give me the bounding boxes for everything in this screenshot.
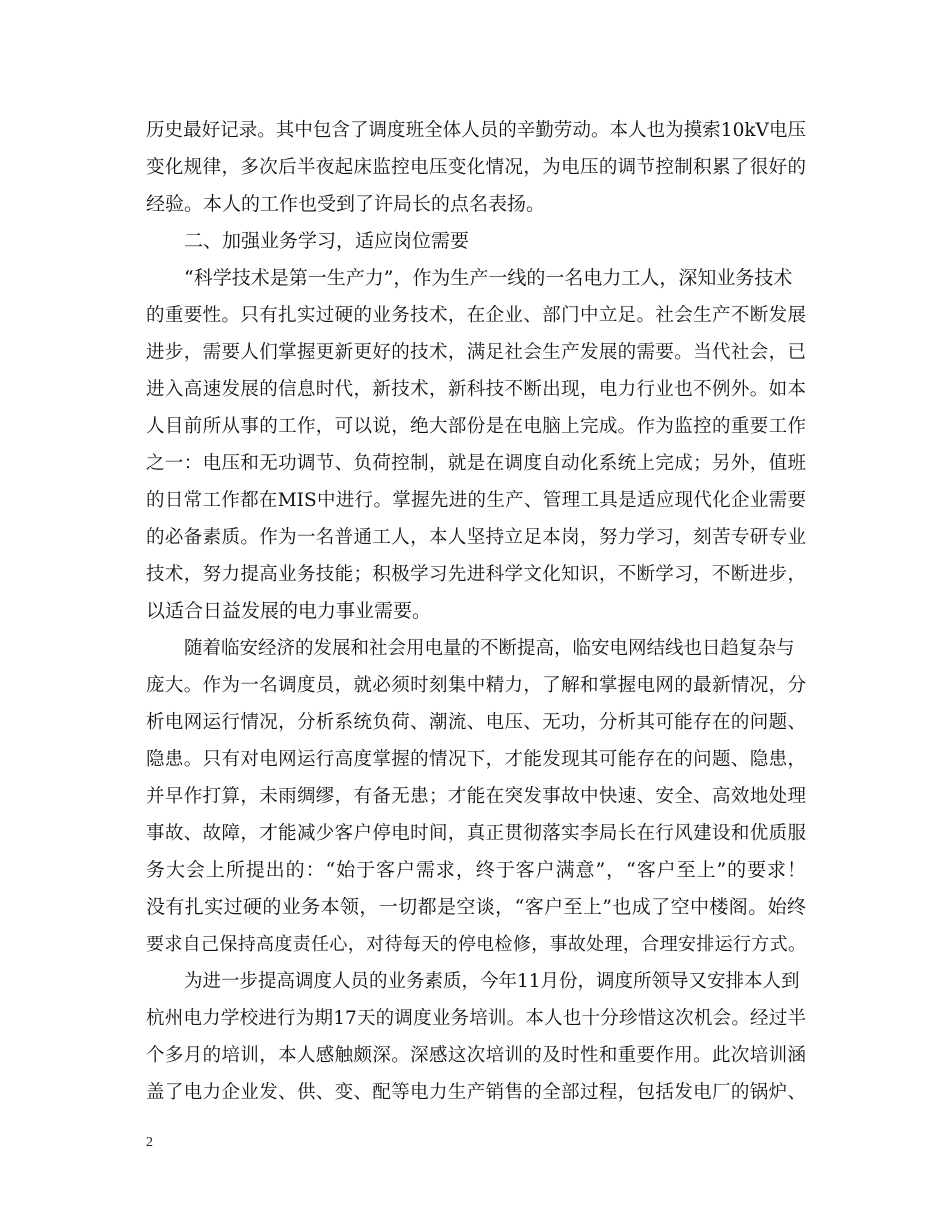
text-line: 历史最好记录。其中包含了调度班全体人员的辛勤劳动。本人也为摸索10kV电压 — [146, 120, 806, 141]
text-line: 庞大。作为一名调度员，就必须时刻集中精力，了解和掌握电网的最新情况，分 — [146, 675, 806, 696]
body-text — [146, 112, 806, 1111]
text-line: 经验。本人的工作也受到了许局长的点名表扬。 — [146, 193, 546, 215]
text-line: 没有扎实过硬的业务本领，一切都是空谈，“客户至上”也成了空中楼阁。始终 — [146, 896, 806, 918]
text-line: 进入高速发展的信息时代，新技术，新科技不断出现，电力行业也不例外。如本 — [146, 379, 806, 400]
text-line: 之一：电压和无功调节、负荷控制，就是在调度自动化系统上完成；另外，值班 — [146, 453, 806, 474]
section-heading: 二、加强业务学习，适应岗位需要 — [184, 230, 470, 252]
text-line: 的日常工作都在MIS中进行。掌握先进的生产、管理工具是适应现代化企业需要 — [146, 490, 806, 511]
text-line: “科学技术是第一生产力”，作为生产一线的一名电力工人，深知业务技术 — [184, 267, 793, 289]
text-line: 并早作打算，未雨绸缪，有备无患；才能在突发事故中快速、安全、高效地处理 — [146, 786, 806, 807]
text-line: 杭州电力学校进行为期17天的调度业务培训。本人也十分珍惜这次机会。经过半 — [146, 1008, 806, 1029]
text-line: 盖了电力企业发、供、变、配等电力生产销售的全部过程，包括发电厂的锅炉、 — [146, 1082, 806, 1103]
text-line: 析电网运行情况，分析系统负荷、潮流、电压、无功，分析其可能存在的问题、 — [146, 712, 806, 733]
text-line: 的必备素质。作为一名普通工人，本人坚持立足本岗，努力学习，刻苦专研专业 — [146, 527, 806, 548]
text-line: 人目前所从事的工作，可以说，绝大部份是在电脑上完成。作为监控的重要工作 — [146, 416, 806, 437]
text-line: 进步，需要人们掌握更新更好的技术，满足社会生产发展的需要。当代社会，已 — [146, 342, 806, 363]
page-number: 2 — [146, 1135, 153, 1150]
text-line: 要求自己保持高度责任心，对待每天的停电检修，事故处理，合理安排运行方式。 — [146, 934, 806, 955]
text-line: 随着临安经济的发展和社会用电量的不断提高，临安电网结线也日趋复杂与 — [184, 638, 795, 659]
text-line: 事故、故障，才能减少客户停电时间，真正贯彻落实李局长在行风建设和优质服 — [146, 823, 806, 844]
text-line: 个多月的培训，本人感触颇深。深感这次培训的及时性和重要作用。此次培训涵 — [146, 1045, 806, 1066]
text-line: 以适合日益发展的电力事业需要。 — [146, 600, 432, 622]
text-line: 的重要性。只有扎实过硬的业务技术，在企业、部门中立足。社会生产不断发展 — [146, 305, 806, 326]
text-line: 变化规律，多次后半夜起床监控电压变化情况，为电压的调节控制积累了很好的 — [146, 157, 806, 178]
text-line: 隐患。只有对电网运行高度掌握的情况下，才能发现其可能存在的问题、隐患， — [146, 749, 806, 770]
text-line: 为进一步提高调度人员的业务素质，今年11月份，调度所领导又安排本人到 — [184, 971, 800, 992]
text-line: 务大会上所提出的：“始于客户需求，终于客户满意”，“客户至上”的要求！ — [146, 859, 806, 881]
text-line: 技术，努力提高业务技能；积极学习先进科学文化知识，不断学习，不断进步， — [146, 564, 806, 585]
